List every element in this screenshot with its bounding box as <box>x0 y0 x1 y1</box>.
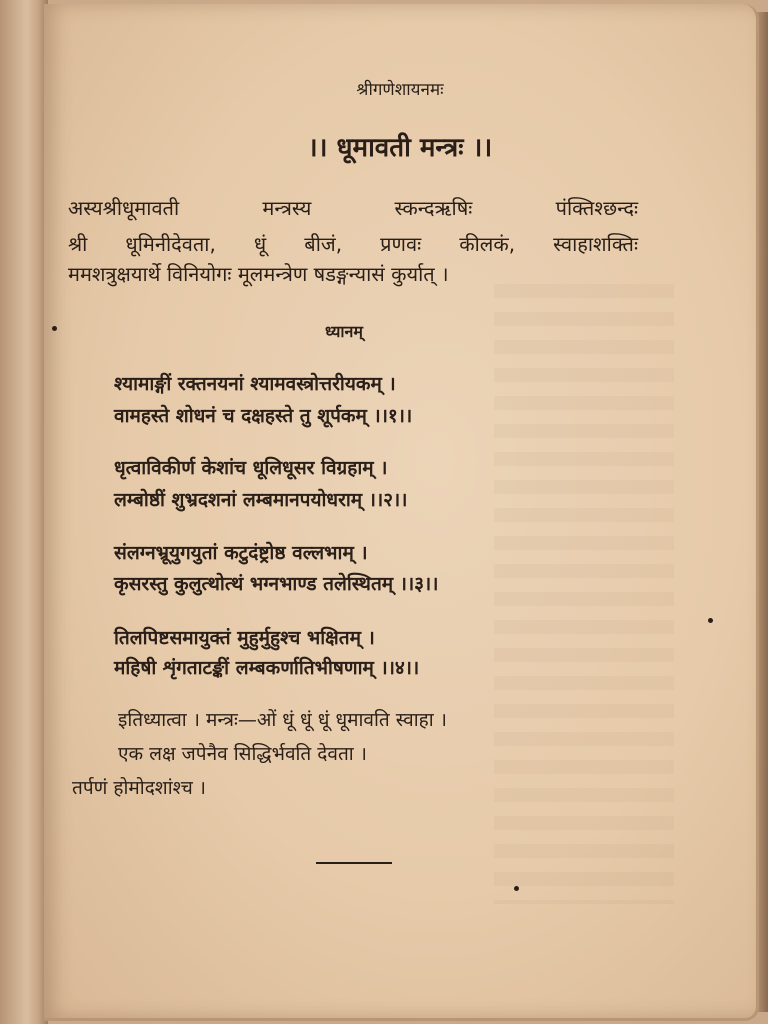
dhyatva-line-2: एक लक्ष जपेनैव सिद्धिर्भवति देवता । <box>118 743 367 765</box>
ink-spot <box>514 886 519 891</box>
verse-line: तिलपिष्टसमायुक्तं मुहुर्मुहुश्च भक्षितम् । <box>114 627 375 649</box>
verse-line: कृसरस्तु कुलुत्थोत्थं भग्नभाण्ड तलेस्थितम् ।।३।। <box>114 573 439 595</box>
intro-line-1: अस्यश्रीधूमावती मन्त्रस्य स्कन्दऋषिः पंक्तिश्छन्दः <box>68 196 638 220</box>
section-divider <box>316 862 392 864</box>
verse-line: श्यामाङ्गीं रक्तनयनां श्यामवस्त्रोत्तरीयकम् । <box>114 373 396 395</box>
page <box>44 4 759 1021</box>
ink-spot <box>52 326 57 331</box>
section-heading: ध्यानम् <box>325 322 363 341</box>
show-through-text <box>494 284 674 904</box>
dhyatva-line-1: इतिध्यात्वा । मन्त्रः—ओं धूं धूं धूं धूमावति स्वाहा । <box>118 709 447 731</box>
verse-line: महिषी शृंगताटङ्कीं लम्बकर्णातिभीषणाम् ।।४।। <box>114 657 420 679</box>
invocation-line: श्रीगणेशायनमः <box>356 80 444 100</box>
page-title: ।। धूमावती मन्त्रः ।। <box>307 133 493 163</box>
verse-line: धृत्वाविकीर्ण केशांच धूलिधूसर विग्रहाम् । <box>114 457 388 479</box>
verse-line: लम्बोष्ठीं शुभ्रदशनां लम्बमानपयोधराम् ।।२।। <box>114 489 408 511</box>
tarpan-line: तर्पणं होमोदशांश्च । <box>72 777 207 799</box>
intro-line-2: श्री धूमिनीदेवता, धूं बीजं, प्रणवः कीलकं, स्वाहाशक्तिः <box>68 232 638 256</box>
verse-line: वामहस्ते शोधनं च दक्षहस्ते तु शूर्पकम् ।।१।। <box>114 405 413 427</box>
intro-line-3: ममशत्रुक्षयार्थे विनियोगः मूलमन्त्रेण षडङ्गन्यासं कुर्यात् । <box>68 262 449 286</box>
ink-spot <box>708 618 713 623</box>
verse-line: संलग्नभ्रूयुगयुतां कटुदंष्ट्रोष्ठ वल्लभाम् । <box>114 542 368 564</box>
book-spine <box>0 0 48 1024</box>
